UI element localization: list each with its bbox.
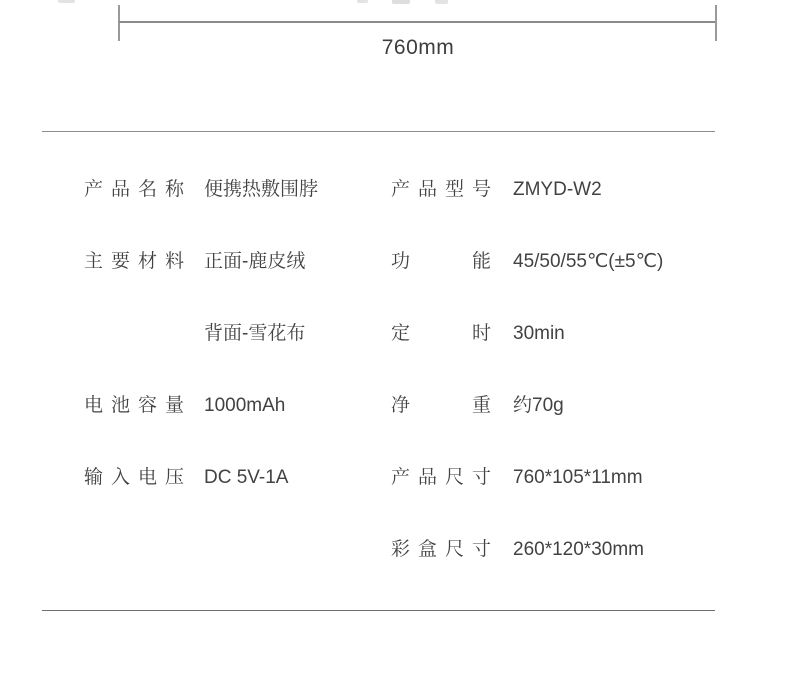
- spec-value-net-weight: 约70g: [513, 395, 564, 416]
- spec-value-product-name: 便携热敷围脖: [204, 179, 319, 200]
- spec-label-net-weight: 净重: [391, 395, 491, 416]
- spec-value-battery-capacity: 1000mAh: [204, 395, 286, 416]
- spec-value-box-size: 260*120*30mm: [513, 539, 644, 560]
- dimension-line: [119, 21, 717, 23]
- spec-value-material-back: 背面-雪花布: [204, 323, 306, 344]
- spec-value-input-voltage: DC 5V-1A: [204, 467, 289, 488]
- spec-value-product-model: ZMYD-W2: [513, 179, 602, 200]
- divider-bottom: [42, 610, 715, 611]
- spec-label-timer: 定时: [391, 323, 491, 344]
- dimension-label: 760mm: [381, 36, 455, 59]
- spec-label-product-size: 产品尺寸: [391, 467, 491, 488]
- spec-value-function: 45/50/55℃(±5℃): [513, 251, 664, 272]
- spec-label-main-material: 主要材料: [84, 251, 184, 272]
- spec-value-product-size: 760*105*11mm: [513, 467, 643, 488]
- cropped-content-remnant: [435, 0, 448, 4]
- divider-top: [42, 131, 715, 132]
- spec-label-product-model: 产品型号: [391, 179, 491, 200]
- cropped-content-remnant: [392, 0, 410, 4]
- spec-label-box-size: 彩盒尺寸: [391, 539, 491, 560]
- spec-label-input-voltage: 输入电压: [84, 467, 184, 488]
- cropped-content-remnant: [58, 0, 75, 3]
- spec-label-battery-capacity: 电池容量: [84, 395, 184, 416]
- spec-label-function: 功能: [391, 251, 491, 272]
- spec-value-timer: 30min: [513, 323, 565, 344]
- spec-value-material-front: 正面-鹿皮绒: [204, 251, 306, 272]
- spec-label-product-name: 产品名称: [84, 179, 184, 200]
- cropped-content-remnant: [357, 0, 368, 3]
